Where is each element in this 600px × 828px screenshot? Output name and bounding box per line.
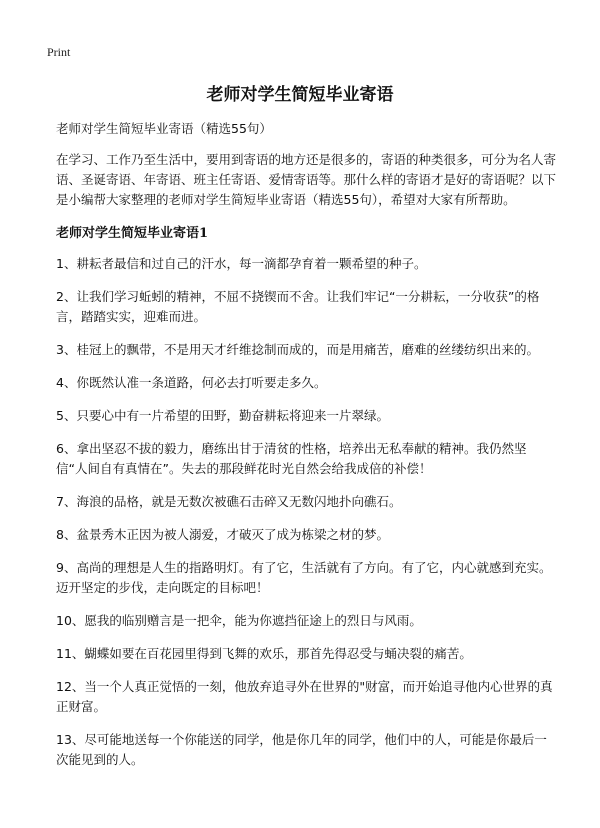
section-heading: 老师对学生简短毕业寄语1 [56, 226, 209, 241]
quote-list [56, 254, 556, 770]
quote-item: 3、桂冠上的飘带，不是用天才纤维捻制而成的，而是用痛苦，磨难的丝缕纺织出来的。 [56, 342, 539, 357]
quote-item: 9、高尚的理想是人生的指路明灯。有了它，生活就有了方向。有了它，内心就感到充实。迈开坚定的步伐，走向既定的目标吧！ [56, 560, 552, 595]
quote-item: 5、只要心中有一片希望的田野，勤奋耕耘将迎来一片翠绿。 [56, 408, 389, 423]
intro-paragraph: 在学习、工作乃至生活中，要用到寄语的地方还是很多的，寄语的种类很多，可分为名人寄语、圣诞寄语、年寄语、班主任寄语、爱情寄语等。那什么样的寄语才是好的寄语呢？以下是小编帮大家整理的老师对学生简短毕业寄语（精选55句），希望对大家有所帮助。 [56, 152, 557, 207]
quote-item: 12、当一个人真正觉悟的一刻，他放弃追寻外在世界的"财富，而开始追寻他内心世界的真正财富。 [56, 679, 553, 714]
quote-item: 7、海浪的品格，就是无数次被礁石击碎又无数闪地扑向礁石。 [56, 494, 402, 509]
quote-item: 13、尽可能地送每一个你能送的同学，他是你几年的同学，他们中的人，可能是你最后一次能见到的人。 [56, 732, 547, 767]
article-body [56, 119, 556, 783]
article-subtitle: 老师对学生简短毕业寄语（精选55句） [56, 121, 272, 136]
quote-item: 11、蝴蝶如要在百花园里得到飞舞的欢乐，那首先得忍受与蛹决裂的痛苦。 [56, 646, 472, 661]
page-title: 老师对学生简短毕业寄语 [206, 85, 394, 105]
quote-item: 10、愿我的临别赠言是一把伞，能为你遮挡征途上的烈日与风雨。 [56, 613, 422, 628]
quote-item: 6、拿出坚忍不拔的毅力，磨练出甘于清贫的性格，培养出无私奉献的精神。我仍然坚信“人间自有真情在”。失去的那段鲜花时光自然会给我成倍的补偿！ [56, 441, 527, 476]
print-link[interactable]: Print [47, 45, 71, 59]
quote-item: 2、让我们学习蚯蚓的精神，不屈不挠锲而不舍。让我们牢记“一分耕耘，一分收获”的格言，踏踏实实，迎难而进。 [56, 289, 540, 324]
quote-item: 4、你既然认准一条道路，何必去打听要走多久。 [56, 375, 327, 390]
quote-item: 8、盆景秀木正因为被人溺爱，才破灭了成为栋梁之材的梦。 [56, 527, 389, 542]
quote-item: 1、耕耘者最信和过自己的汗水，每一滴都孕育着一颗希望的种子。 [56, 256, 427, 271]
